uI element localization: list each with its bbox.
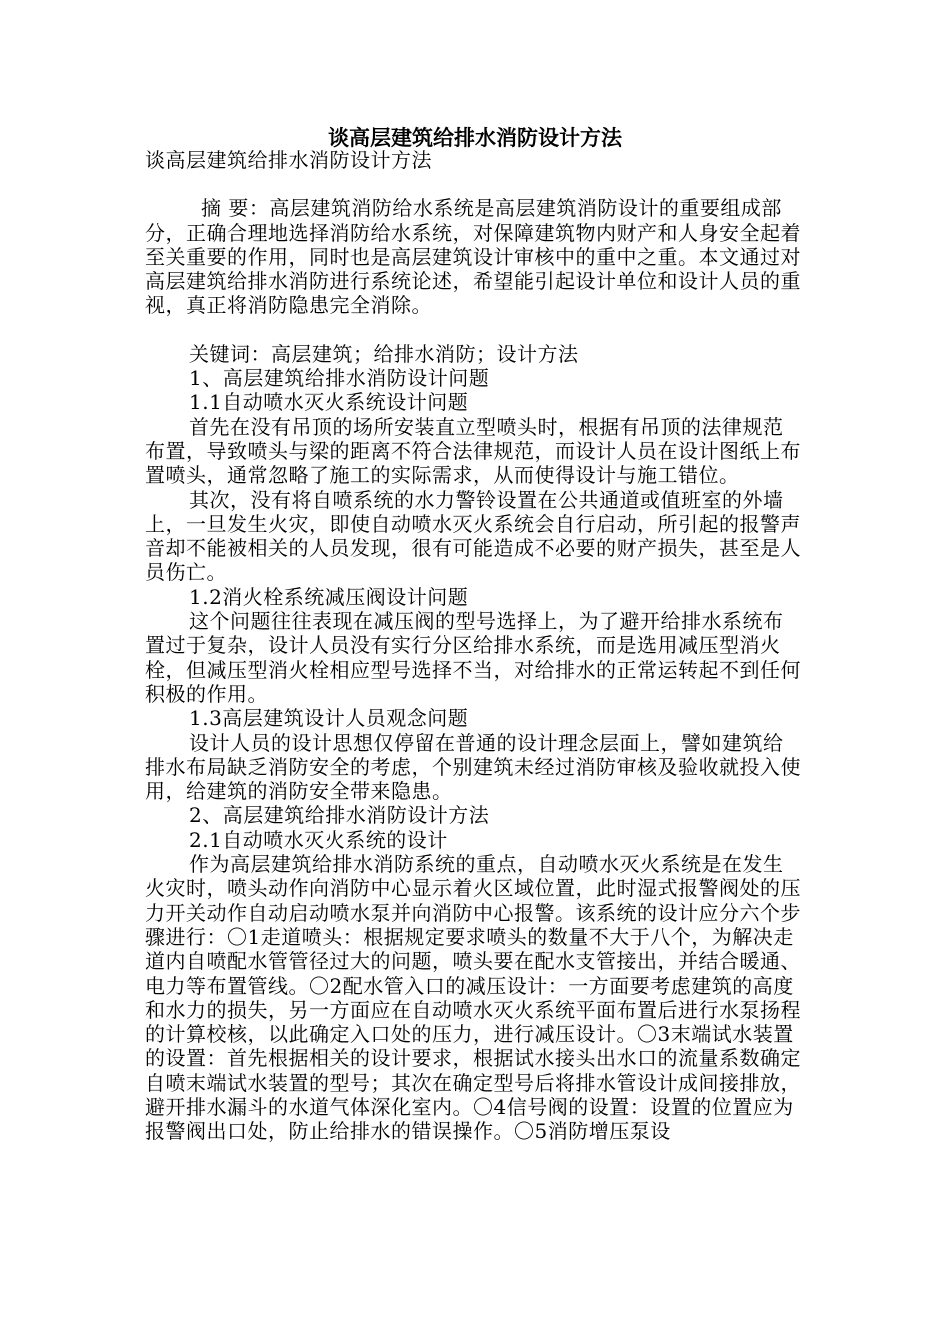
subsection-heading: 1.1自动喷水灭火系统设计问题 — [189, 390, 469, 415]
section-heading: 2、高层建筑给排水消防设计方法 — [189, 803, 490, 828]
blank-line — [145, 318, 801, 342]
subsection-heading: 2.1自动喷水灭火系统的设计 — [189, 827, 448, 852]
keywords-line: 关键词：高层建筑；给排水消防；设计方法 — [189, 341, 579, 366]
body-paragraph: 其次，没有将自喷系统的水力警铃设置在公共通道或值班室的外墙上，一旦发生火灾，即使自动喷水灭火系统会自行启动，所引起的报警声音却不能被相关的人员发现，很有可能造成不必要的财产损失，甚至是人员伤亡。 — [145, 487, 801, 585]
document-title: 谈高层建筑给排水消防设计方法 — [328, 126, 622, 150]
body-paragraph: 设计人员的设计思想仅停留在普通的设计理念层面上，譬如建筑给排水布局缺乏消防安全的考虑，个别建筑未经过消防审核及验收就投入使用，给建筑的消防安全带来隐患。 — [145, 730, 801, 804]
body-paragraph: 作为高层建筑给排水消防系统的重点，自动喷水灭火系统是在发生火灾时，喷头动作向消防中心显示着火区域位置，此时湿式报警阀处的压力开关动作自动启动喷水泵并向消防中心报警。该系统的设计应分六个步骤进行：〇1走道喷头：根据规定要求喷头的数量不大于八个，为解决走道内自喷配水管管径过大的问题，喷头要在配水支管接出，并结合暖通、电力等布置管线。〇2配水管入口的减压设计：一方面要考虑建筑的高度和水力的损失，另一方面应在自动喷水灭火系统平面布置后进行水泵扬程的计算校核，以此确定入口处的压力，进行减压设计。〇3末端试水装置的设置：首先根据相关的设计要求，根据试水接头出水口的流量系数确定自喷末端试水装置的型号；其次在确定型号后将排水管设计成间接排放，避开排水漏斗的水道气体深化室内。〇4信号阀的设置：设置的位置应为报警阀出口处，防止给排水的错误操作。〇5消防增压泵设 — [145, 852, 801, 1144]
subsection-heading: 1.3高层建筑设计人员观念问题 — [189, 706, 469, 731]
document-body — [145, 148, 801, 1144]
body-paragraph: 这个问题往往表现在减压阀的型号选择上，为了避开给排水系统布置过于复杂，设计人员没有实行分区给排水系统，而是选用减压型消火栓，但减压型消火栓相应型号选择不当，对给排水的正常运转起不到任何积极的作用。 — [145, 609, 801, 706]
blank-line — [145, 172, 801, 196]
section-heading: 1、高层建筑给排水消防设计问题 — [189, 366, 490, 391]
body-paragraph: 首先在没有吊顶的场所安装直立型喷头时，根据有吊顶的法律规范布置，导致喷头与梁的距离不符合法律规范，而设计人员在设计图纸上布置喷头，通常忽略了施工的实际需求，从而使得设计与施工错位。 — [145, 414, 801, 488]
abstract-paragraph: 摘 要：高层建筑消防给水系统是高层建筑消防设计的重要组成部分，正确合理地选择消防给水系统，对保障建筑物内财产和人身安全起着至关重要的作用，同时也是高层建筑设计审核中的重中之重。本文通过对高层建筑给排水消防进行系统论述，希望能引起设计单位和设计人员的重视，真正将消防隐患完全消除。 — [145, 196, 801, 318]
subsection-heading: 1.2消火栓系统减压阀设计问题 — [189, 584, 469, 609]
document-subtitle: 谈高层建筑给排水消防设计方法 — [145, 148, 432, 172]
